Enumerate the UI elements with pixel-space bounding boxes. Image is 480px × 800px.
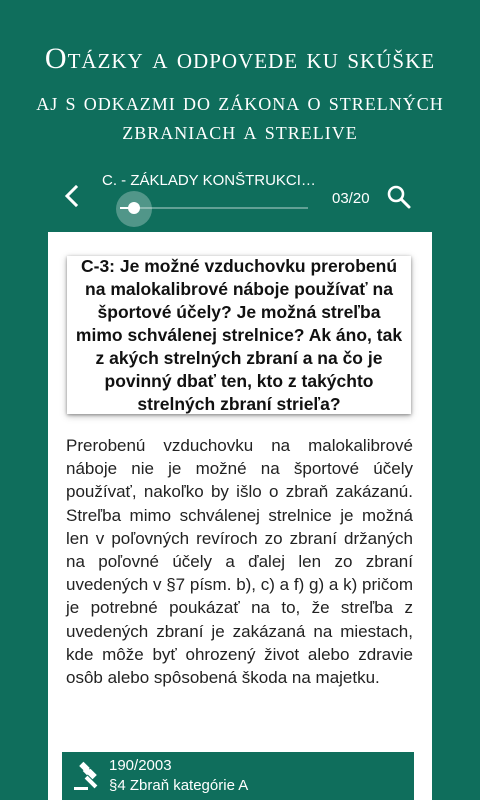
law-number: 190/2003 [109,757,172,774]
question-counter: 03/20 [332,190,370,207]
back-button[interactable] [56,178,88,214]
chapter-title: C. - ZÁKLADY KONŠTRUKCI… [102,172,316,189]
search-button[interactable] [384,182,414,212]
question-text: C-3: Je možné vzduchovku prerobenú na malokalibrové náboje používať na športové účely? Je možná streľba mimo schválenej strelnice? Ak áno, tak z akých strelných zbraní a na čo je povinný dbať ten, kto z takýchto strelných zbraní strieľa? [75,255,403,414]
promo-title: Otázky a odpovede ku skúške [44,42,436,75]
law-section: §4 Zbraň kategórie A [109,777,249,794]
promo-subtitle: aj s odkazmi do zákona o strelných zbraniach a strelive [36,89,444,145]
app-bar [48,160,432,232]
app-screen [48,160,432,800]
question-card [67,256,411,414]
law-reference-card[interactable] [62,752,414,800]
seekbar-thumb[interactable] [128,202,140,214]
chevron-left-icon [62,184,82,208]
answer-text: Prerobenú vzduchovku na malokalibrové náboje nie je možné na športové účely používať, nakoľko by išlo o zbraň zakázanú. Streľba mimo schválenej strelnice je možná len v poľovných revíroch zo zbraní držaných na poľovné účely a ďalej len zo zbraní uvedených v §7 písm. b), c) a f) g) a k) pričom je potrebné poukázať na to, že streľba z uvedených zbraní je zakázaná na miestach, kde môže byť ohrozený život alebo zdravie osôb alebo spôsobená škoda na majetku. [66,436,413,688]
search-icon [386,184,412,210]
gavel-icon [72,761,104,793]
